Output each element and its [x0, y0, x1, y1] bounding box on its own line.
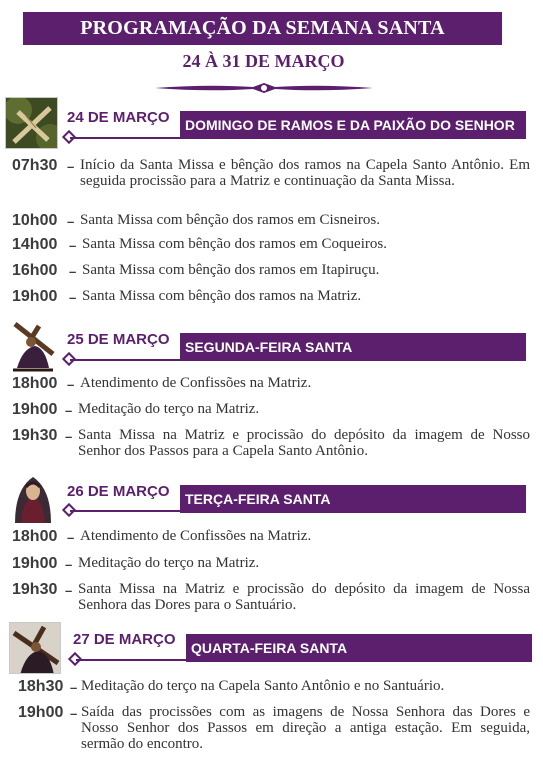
event-time: 19h30 [12, 581, 58, 598]
event-description: Santa Missa com bênção dos ramos na Matriz. [82, 288, 362, 304]
list-item [12, 212, 530, 230]
page-title: PROGRAMAÇÃO DA SEMANA SANTA [23, 12, 502, 45]
list-item [12, 555, 530, 573]
day-title: TERÇA-FEIRA SANTA [180, 485, 526, 513]
event-description: Santa Missa na Matriz e procissão do depósito da imagem de Nossa Senhora das Dores para o Santuário. [78, 581, 530, 613]
dash-separator: – [69, 238, 77, 253]
event-time: 19h00 [18, 704, 64, 721]
list-item [12, 401, 530, 419]
day-date: 25 DE MARÇO [67, 331, 170, 348]
timeline-bar [70, 510, 180, 512]
dash-separator: – [65, 429, 73, 444]
jesus-carrying-cross-icon [9, 318, 57, 372]
dash-separator: – [69, 290, 77, 305]
timeline-bar [70, 137, 180, 139]
list-item [18, 678, 530, 696]
event-description: Meditação do terço na Matriz. [78, 401, 260, 417]
list-item [12, 288, 530, 306]
dash-separator: – [67, 530, 75, 545]
event-description: Atendimento de Confissões na Matriz. [80, 375, 312, 391]
day-title: QUARTA-FEIRA SANTA [186, 634, 532, 662]
event-time: 19h30 [12, 427, 58, 444]
event-description: Atendimento de Confissões na Matriz. [80, 528, 312, 544]
event-description: Santa Missa com bênção dos ramos em Coqueiros. [82, 236, 387, 252]
event-time: 18h00 [12, 375, 58, 392]
event-description: Santa Missa com bênção dos ramos em Cisneiros. [80, 212, 380, 228]
day-title: DOMINGO DE RAMOS E DA PAIXÃO DO SENHOR [180, 111, 526, 139]
list-item [12, 236, 530, 254]
dash-separator: – [67, 159, 75, 174]
timeline-bar [70, 359, 180, 361]
list-item [12, 262, 530, 280]
event-time: 19h00 [12, 555, 58, 572]
day-date: 26 DE MARÇO [67, 483, 170, 500]
event-description: Saída das procissões com as imagens de Nossa Senhora das Dores e Nosso Senhor dos Passos em direção a antiga estação. Em seguida, sermão do encontro. [81, 704, 530, 752]
event-description: Santa Missa com bênção dos ramos em Itapiruçu. [82, 262, 380, 278]
event-time: 19h00 [12, 401, 58, 418]
dash-separator: – [67, 214, 75, 229]
list-item [12, 528, 530, 546]
list-item [12, 375, 530, 393]
list-item [12, 427, 530, 461]
dash-separator: – [69, 264, 77, 279]
day-date: 27 DE MARÇO [73, 631, 176, 648]
dash-separator: – [70, 680, 78, 695]
event-description: Santa Missa na Matriz e procissão do depósito da imagem de Nosso Senhor dos Passos para a Capela Santo Antônio. [78, 427, 530, 459]
dash-separator: – [70, 706, 78, 721]
dash-separator: – [65, 403, 73, 418]
palm-cross-icon [5, 97, 58, 149]
event-description: Meditação do terço na Matriz. [78, 555, 260, 571]
event-time: 18h00 [12, 528, 58, 545]
event-description: Meditação do terço na Capela Santo Antônio e no Santuário. [81, 678, 445, 694]
list-item [12, 157, 530, 207]
our-lady-of-sorrows-icon [9, 471, 57, 525]
event-description: Início da Santa Missa e bênção dos ramos na Capela Santo Antônio. Em seguida procissão para a Matriz e continuação da Santa Missa. [80, 157, 530, 189]
event-time: 07h30 [12, 157, 58, 174]
event-time: 14h00 [12, 236, 58, 253]
procession-cross-icon [9, 622, 61, 674]
list-item [18, 704, 530, 754]
ornament-divider [153, 82, 375, 94]
timeline-bar [76, 659, 186, 661]
day-title: SEGUNDA-FEIRA SANTA [180, 333, 526, 361]
event-time: 16h00 [12, 262, 58, 279]
list-item [12, 581, 530, 615]
event-time: 19h00 [12, 288, 58, 305]
event-time: 18h30 [18, 678, 64, 695]
day-date: 24 DE MARÇO [67, 109, 170, 126]
event-time: 10h00 [12, 212, 58, 229]
dash-separator: – [65, 583, 73, 598]
date-range: 24 À 31 DE MARÇO [182, 51, 345, 71]
dash-separator: – [67, 377, 75, 392]
dash-separator: – [65, 557, 73, 572]
